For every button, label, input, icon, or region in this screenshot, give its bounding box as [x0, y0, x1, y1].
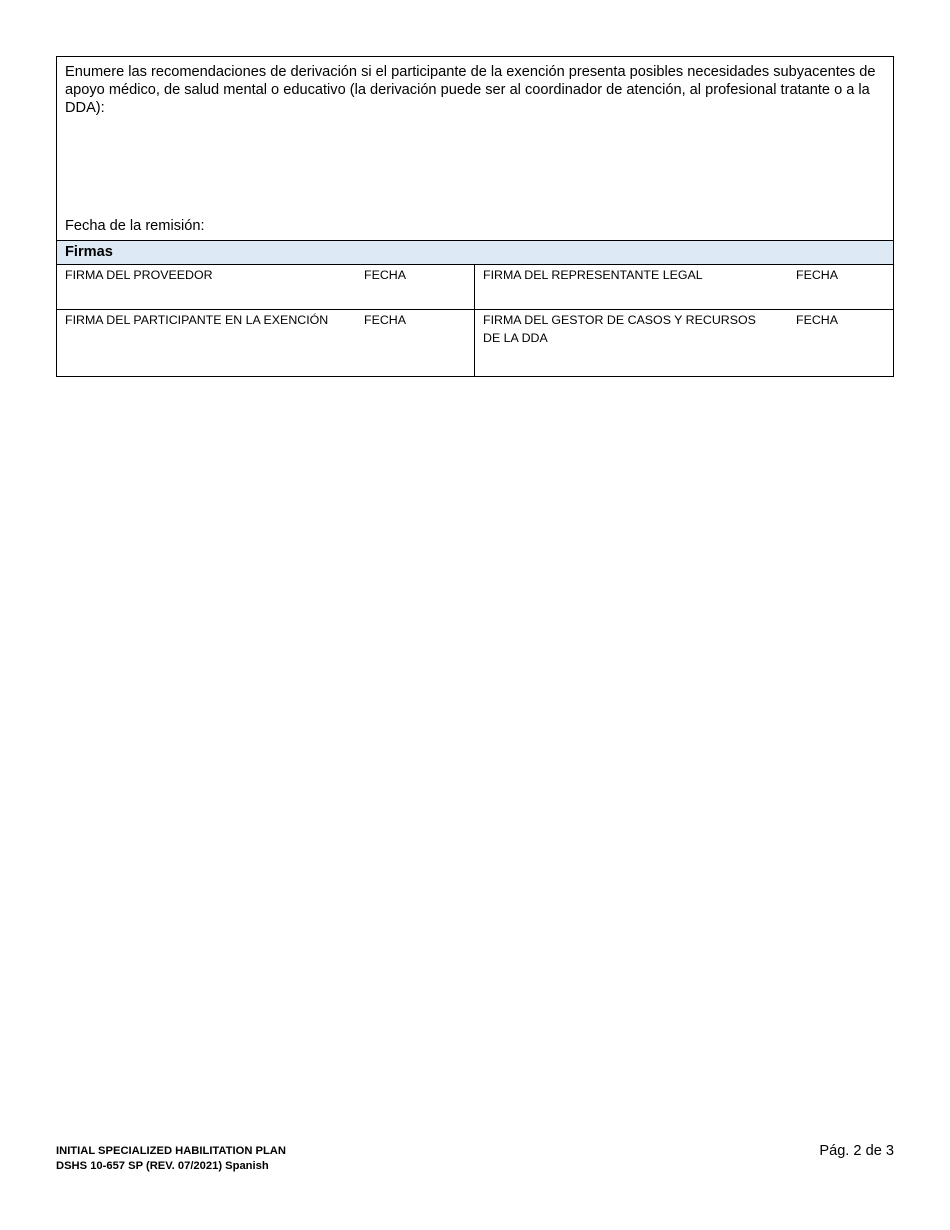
- referral-instructions: Enumere las recomendaciones de derivación si el participante de la exención presenta posibles necesidades subyacentes de apoyo médico, de salud mental o educativo (la derivación puede ser al coordinador de atención, al profesional tratante o a la DDA):: [65, 64, 876, 116]
- form-number: DSHS 10-657 SP (REV. 07/2021) Spanish: [56, 1159, 269, 1172]
- form-footer: [56, 1144, 286, 1173]
- case-manager-signature-field[interactable]: [475, 310, 893, 376]
- participant-signature-field[interactable]: [57, 310, 475, 376]
- provider-signature-field[interactable]: [57, 265, 475, 309]
- case-manager-signature-label: FIRMA DEL GESTOR DE CASOS Y RECURSOS DE LA DDA: [483, 313, 756, 345]
- legal-representative-signature-label: FIRMA DEL REPRESENTANTE LEGAL: [483, 268, 703, 282]
- referral-section[interactable]: [57, 57, 893, 241]
- signature-row: [57, 310, 893, 376]
- signature-row: [57, 265, 893, 310]
- form-title: INITIAL SPECIALIZED HABILITATION PLAN: [56, 1145, 286, 1157]
- case-manager-date-label: FECHA: [796, 313, 838, 327]
- participant-signature-label: FIRMA DEL PARTICIPANTE EN LA EXENCIÓN: [65, 313, 329, 327]
- provider-date-label: FECHA: [364, 268, 406, 282]
- referral-date-label: Fecha de la remisión:: [65, 218, 205, 234]
- legal-representative-signature-field[interactable]: [475, 265, 893, 309]
- provider-signature-label: FIRMA DEL PROVEEDOR: [65, 268, 213, 282]
- signatures-header: Firmas: [57, 241, 893, 265]
- page-number: Pág. 2 de 3: [819, 1143, 894, 1159]
- participant-date-label: FECHA: [364, 313, 406, 327]
- legal-representative-date-label: FECHA: [796, 268, 838, 282]
- referral-signature-form: [56, 56, 894, 377]
